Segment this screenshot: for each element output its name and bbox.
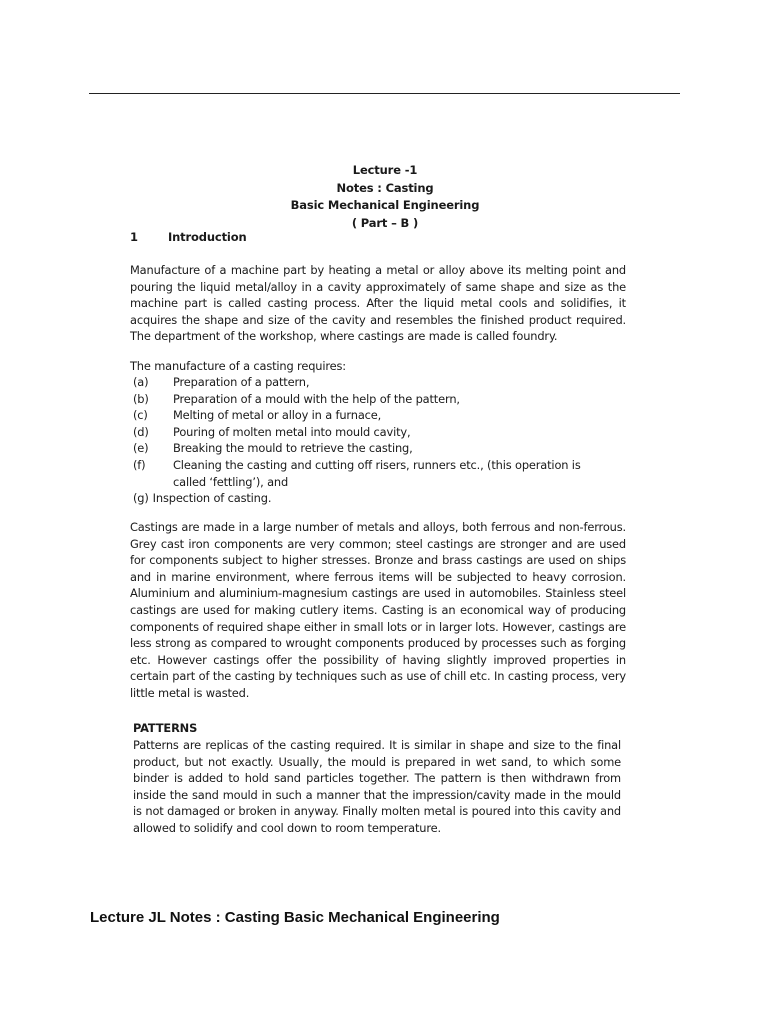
document-caption: Lecture JL Notes : Casting Basic Mechanical Engineering (90, 909, 500, 926)
list-item-label: (f) (133, 457, 146, 472)
intro-paragraph: Manufacture of a machine part by heating a metal or alloy above its melting point and pouring the liquid metal/alloy in a cavity approximately of same shape and size as the machine part is called casting process. After the liquid metal cools and solidifies, it acquires the shape and size of the cavity and resembles the finished product required. The department of the workshop, where castings are made is called foundry. (130, 263, 626, 344)
section-heading (130, 230, 247, 244)
list-item-label: (c) (133, 408, 148, 423)
list-item-text: Breaking the mould to retrieve the casting, (173, 441, 413, 456)
castings-paragraph: Castings are made in a large number of metals and alloys, both ferrous and non-ferrous. Grey cast iron components are very common; steel castings are stronger and are used for components subject to higher stresses. Bronze and brass castings are used on ships and in marine environment, where ferrous items will be subjected to heavy corrosion. Aluminium and aluminium-magnesium castings are used in automobiles. Stainless steel castings are used for making cutlery items. Casting is an economical way of producing components of required shape either in small lots or in larger lots. However, castings are less strong as compared to wrought components produced by processes such as forging etc. However castings offer the possibility of having slightly improved properties in certain part of the casting by techniques such as use of chill etc. In casting process, very little metal is wasted. (130, 520, 626, 700)
list-item-label: (b) (133, 391, 149, 406)
heading-lecture-number: Lecture -1 (352, 163, 418, 177)
list-item-text: Cleaning the casting and cutting off risers, runners etc., (this operation is called ‘fettling’), and (173, 457, 581, 489)
list-item (133, 457, 603, 490)
list-item (133, 440, 603, 457)
list-item-label: (g) (133, 491, 149, 506)
list-item-text: Pouring of molten metal into mould cavity, (173, 424, 411, 439)
heading-part: ( Part – B ) (351, 215, 419, 230)
list-item-label: (d) (133, 424, 149, 439)
patterns-heading: PATTERNS (133, 721, 198, 735)
requirements-intro: The manufacture of a casting requires: (130, 359, 346, 373)
lecture-heading (240, 162, 530, 232)
list-item-text: Preparation of a mould with the help of the pattern, (173, 391, 460, 406)
list-item-label: (e) (133, 441, 149, 456)
list-item (133, 391, 603, 408)
list-item (133, 407, 603, 424)
heading-notes-title: Notes : Casting (336, 180, 434, 195)
list-item (133, 490, 603, 507)
list-item-label: (a) (133, 375, 149, 389)
section-number: 1 (130, 230, 138, 244)
list-item (133, 424, 603, 441)
list-item-text: Preparation of a pattern, (173, 375, 310, 389)
requirements-list (133, 374, 603, 507)
patterns-paragraph: Patterns are replicas of the casting required. It is similar in shape and size to the final product, but not exactly. Usually, the mould is prepared in wet sand, to which some binder is added to hold sand particles together. The pattern is then withdrawn from inside the sand mould in such a manner that the impression/cavity made in the mould is not damaged or broken in anyway. Finally molten metal is poured into this cavity and allowed to solidify and cool down to room temperature. (133, 738, 621, 835)
section-title: Introduction (168, 230, 247, 244)
list-item-text: Inspection of casting. (152, 491, 272, 506)
list-item-text: Melting of metal or alloy in a furnace, (173, 408, 382, 423)
list-item (133, 374, 603, 391)
heading-course-name: Basic Mechanical Engineering (290, 198, 480, 212)
